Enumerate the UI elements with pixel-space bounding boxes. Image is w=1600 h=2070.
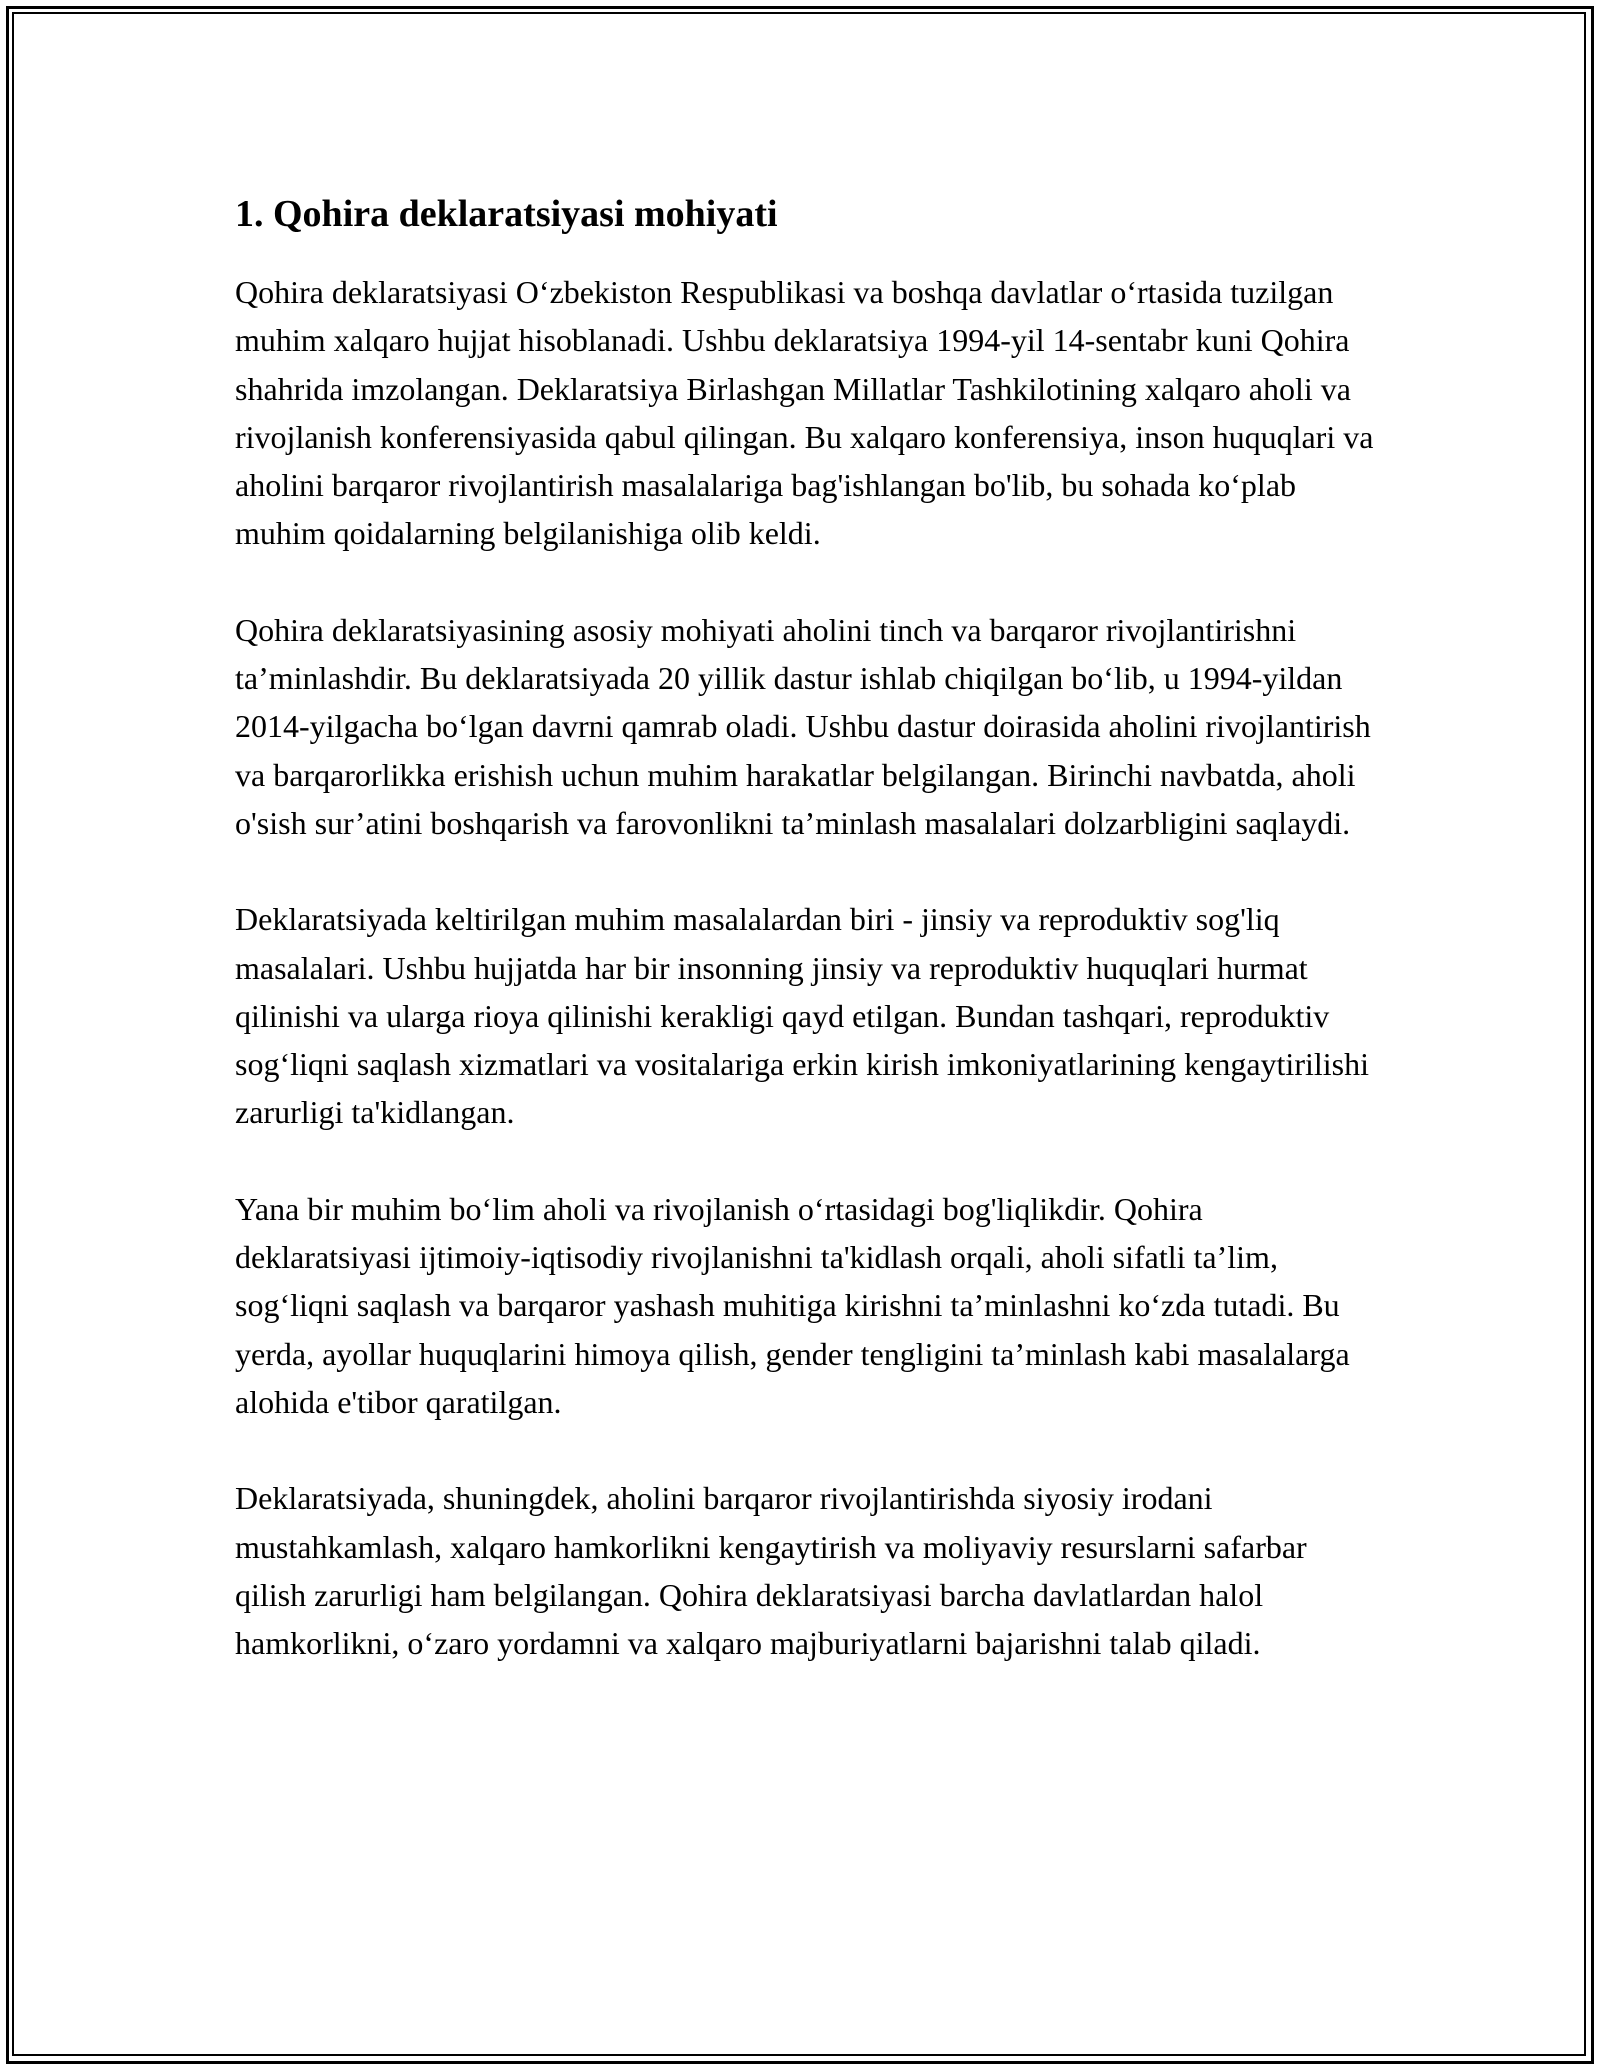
paragraph-1: Qohira deklaratsiyasi O‘zbekiston Respublikasi va boshqa davlatlar o‘rtasida tuzilgan muhim xalqaro hujjat hisoblanadi. Ushbu deklaratsiya 1994-yil 14-sentabr kuni Qohira shahrida imzolangan. Deklaratsiya Birlashgan Millatlar Tashkilotining xalqaro aholi va rivojlanish konferensiyasida qabul qilingan. Bu xalqaro konferensiya, inson huquqlari va aholini barqaror rivojlantirish masalalariga bag'ishlangan bo'lib, bu sohada ko‘plab muhim qoidalarning belgilanishiga olib keldi. — [235, 274, 1374, 552]
paragraph-3: Deklaratsiyada keltirilgan muhim masalalardan biri - jinsiy va reproduktiv sog'liq masalalari. Ushbu hujjatda har bir insonning jinsiy va reproduktiv huquqlari hurmat qilinishi va ularga rioya qilinishi kerakligi qayd etilgan. Bundan tashqari, reproduktiv sog‘liqni saqlash xizmatlari va vositalariga erkin kirish imkoniyatlarining kengaytirilishi zarurligi ta'kidlangan. — [235, 901, 1369, 1131]
section-heading: 1. Qohira deklaratsiyasi mohiyati — [235, 193, 778, 235]
paragraph-5: Deklaratsiyada, shuningdek, aholini barqaror rivojlantirishda siyosiy irodani mustahkamlash, xalqaro hamkorlikni kengaytirish va moliyaviy resurslarni safarbar qilish zarurligi ham belgilangan. Qohira deklaratsiyasi barcha davlatlardan halol hamkorlikni, o‘zaro yordamni va xalqaro majburiyatlarni bajarishni talab qiladi. — [235, 1480, 1307, 1662]
paragraph-2: Qohira deklaratsiyasining asosiy mohiyati aholini tinch va barqaror rivojlantirishni ta’minlashdir. Bu deklaratsiyada 20 yillik dastur ishlab chiqilgan bo‘lib, u 1994-yildan 2014-yilgacha bo‘lgan davrni qamrab oladi. Ushbu dastur doirasida aholini rivojlantirish va barqarorlikka erishish uchun muhim harakatlar belgilangan. Birinchi navbatda, aholi o'sish sur’atini boshqarish va farovonlikni ta’minlash masalalari dolzarbligini saqlaydi. — [235, 611, 1371, 841]
document-body — [235, 188, 1385, 1715]
paragraph-4: Yana bir muhim bo‘lim aholi va rivojlanish o‘rtasidagi bog'liqlikdir. Qohira deklaratsiyasi ijtimoiy-iqtisodiy rivojlanishni ta'kidlash orqali, aholi sifatli ta’lim, sog‘liqni saqlash va barqaror yashash muhitiga kirishni ta’minlashni ko‘zda tutadi. Bu yerda, ayollar huquqlarini himoya qilish, gender tengligini ta’minlash kabi masalalarga alohida e'tibor qaratilgan. — [235, 1190, 1350, 1420]
